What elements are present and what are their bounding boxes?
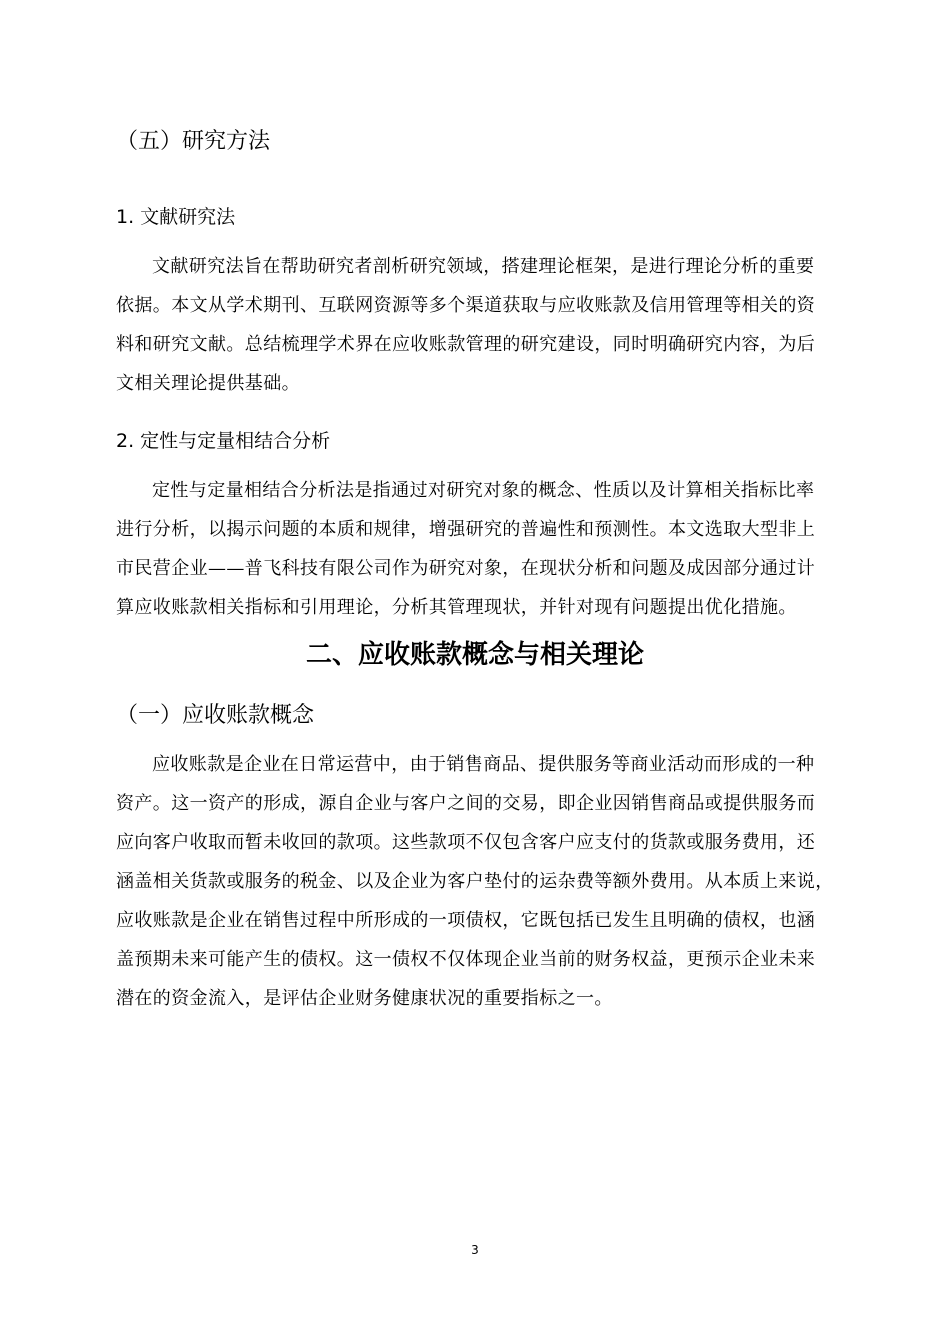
subsection-heading-qualitative-quantitative: 2. 定性与定量相结合分析 bbox=[116, 430, 331, 452]
paragraph-qualitative-quantitative bbox=[116, 471, 841, 627]
subsection-heading-literature-research: 1. 文献研究法 bbox=[116, 206, 236, 228]
chapter-heading: 二、应收账款概念与相关理论 bbox=[305, 640, 644, 670]
paragraph-literature-research bbox=[116, 247, 841, 403]
paragraph-line: 潜在的资金流入，是评估企业财务健康状况的重要指标之一。 bbox=[116, 988, 613, 1009]
section-heading-research-methods: （五）研究方法 bbox=[116, 129, 271, 154]
paragraph-line: 进行分析，以揭示问题的本质和规律，增强研究的普遍性和预测性。本文选取大型非上 bbox=[116, 519, 816, 540]
paragraph-line: 料和研究文献。总结梳理学术界在应收账款管理的研究建设，同时明确研究内容，为后 bbox=[116, 334, 816, 355]
paragraph-line: 依据。本文从学术期刊、互联网资源等多个渠道获取与应收账款及信用管理等相关的资 bbox=[116, 295, 816, 316]
paragraph-line: 文献研究法旨在帮助研究者剖析研究领域，搭建理论框架，是进行理论分析的重要 bbox=[152, 256, 815, 277]
paragraph-line: 算应收账款相关指标和引用理论，分析其管理现状，并针对现有问题提出优化措施。 bbox=[116, 597, 797, 618]
paragraph-line: 应收账款是企业在销售过程中所形成的一项债权，它既包括已发生且明确的债权，也涵 bbox=[116, 910, 816, 931]
paragraph-receivables-concept bbox=[116, 745, 841, 1018]
section-heading-receivables-concept: （一）应收账款概念 bbox=[116, 703, 315, 728]
paragraph-line: 应收账款是企业在日常运营中，由于销售商品、提供服务等商业活动而形成的一种 bbox=[152, 754, 815, 775]
paragraph-line: 盖预期未来可能产生的债权。这一债权不仅体现企业当前的财务权益，更预示企业未来 bbox=[116, 949, 816, 970]
page-number: 3 bbox=[471, 1243, 479, 1257]
paragraph-line: 涵盖相关货款或服务的税金、以及企业为客户垫付的运杂费等额外费用。从本质上来说， bbox=[116, 871, 834, 892]
paragraph-line: 应向客户收取而暂未收回的款项。这些款项不仅包含客户应支付的货款或服务费用，还 bbox=[116, 832, 816, 853]
paragraph-line: 定性与定量相结合分析法是指通过对研究对象的概念、性质以及计算相关指标比率 bbox=[152, 480, 815, 501]
paragraph-line: 文相关理论提供基础。 bbox=[116, 373, 300, 394]
paragraph-line: 资产。这一资产的形成，源自企业与客户之间的交易，即企业因销售商品或提供服务而 bbox=[116, 793, 816, 814]
paragraph-line: 市民营企业——普飞科技有限公司作为研究对象，在现状分析和问题及成因部分通过计 bbox=[116, 558, 816, 579]
